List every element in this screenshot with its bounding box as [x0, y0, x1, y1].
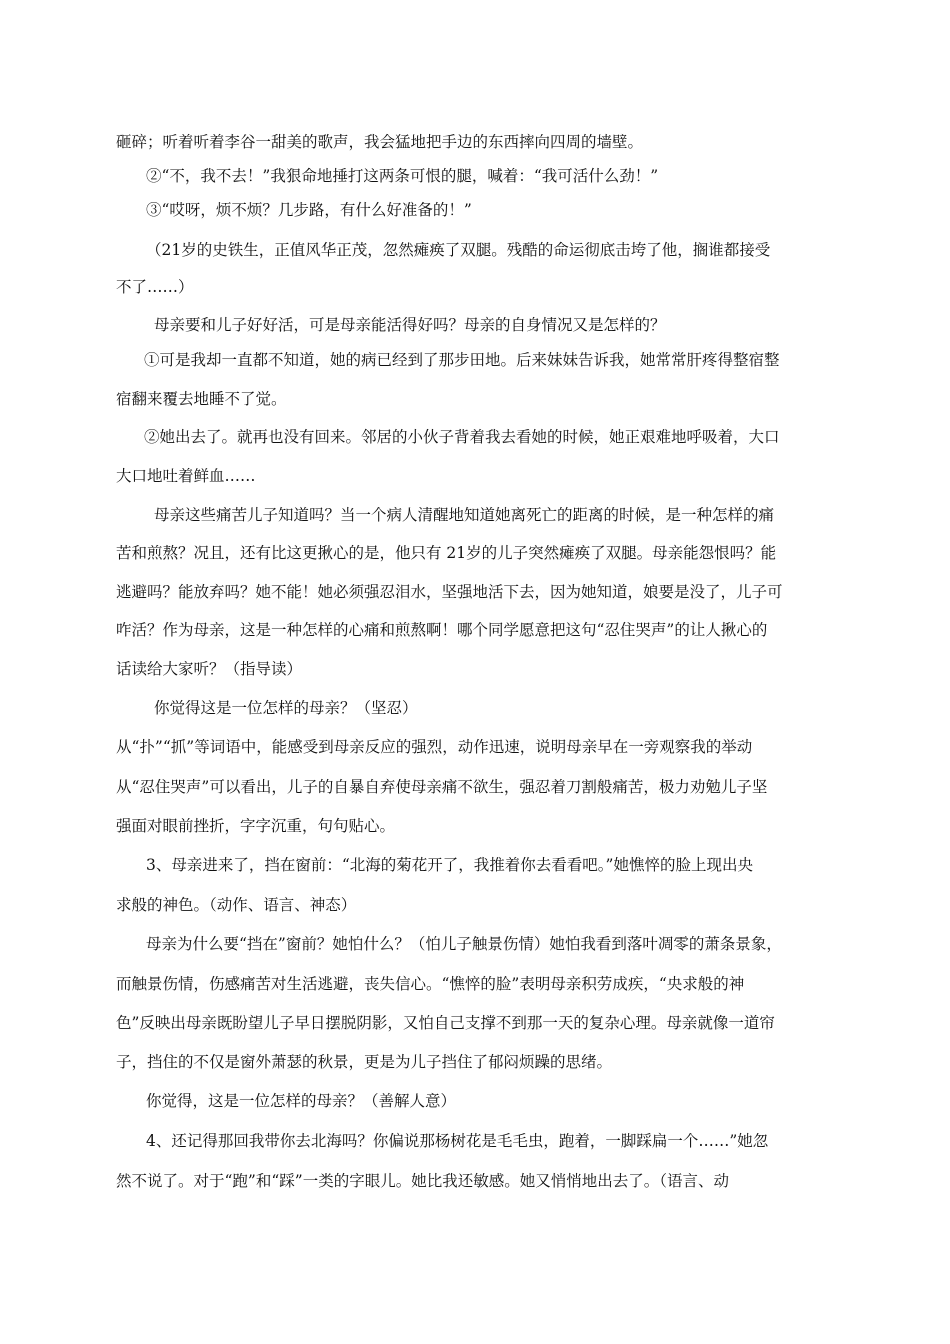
text-line: 从“扑”“抓”等词语中，能感受到母亲反应的强烈，动作迅速，说明母亲早在一旁观察我的举动 [116, 738, 753, 756]
text-line: 不了……） [116, 278, 194, 296]
text-line: 话读给大家听？（指导读） [116, 660, 303, 678]
text-line: 苦和煎熬？况且，还有比这更揪心的是，他只有 21岁的儿子突然瘫痪了双腿。母亲能怨恨吗？能 [116, 544, 777, 562]
text-line: 母亲为什么要“挡在”窗前？她怕什么？（怕儿子触景伤情）她怕我看到落叶凋零的萧条景象， [146, 935, 782, 953]
text-line: 色”反映出母亲既盼望儿子早日摆脱阴影，又怕自己支撑不到那一天的复杂心理。母亲就像一道帘 [116, 1014, 775, 1032]
text-line: 逃避吗？能放弃吗？她不能！她必须强忍泪水，坚强地活下去，因为她知道，娘要是没了，儿子可 [116, 583, 783, 601]
text-line: 宿翻来覆去地睡不了觉。 [116, 390, 287, 408]
text-line: ②她出去了。就再也没有回来。邻居的小伙子背着我去看她的时候，她正艰难地呼吸着，大口 [144, 428, 780, 446]
text-line: （21岁的史铁生，正值风华正茂，忽然瘫痪了双腿。残酷的命运彻底击垮了他，搁谁都接受 [146, 241, 771, 259]
text-line: ①可是我却一直都不知道，她的病已经到了那步田地。后来妹妹告诉我，她常常肝疼得整宿整 [144, 351, 780, 369]
text-line: ③“哎呀，烦不烦？几步路，有什么好准备的！” [146, 201, 472, 219]
text-line: 咋活？作为母亲，这是一种怎样的心痛和煎熬啊！哪个同学愿意把这句“忍住哭声”的让人揪心的 [116, 621, 768, 639]
text-line: 大口地吐着鲜血…… [116, 467, 256, 485]
text-line: 而触景伤情，伤感痛苦对生活逃避，丧失信心。“憔悴的脸”表明母亲积劳成疾，“央求般的神 [116, 975, 745, 993]
text-line: 子，挡住的不仅是窗外萧瑟的秋景，更是为儿子挡住了郁闷烦躁的思绪。 [116, 1053, 613, 1071]
text-line: 你觉得这是一位怎样的母亲？（坚忍） [154, 699, 418, 717]
text-line: 3、母亲进来了，挡在窗前：“北海的菊花开了，我推着你去看看吧。”她憔悴的脸上现出央 [146, 856, 753, 874]
text-line: 然不说了。对于“跑”和“踩”一类的字眼儿。她比我还敏感。她又悄悄地出去了。（语言、动 [116, 1172, 729, 1190]
text-line: ②“不，我不去！”我狠命地捶打这两条可恨的腿，喊着：“我可活什么劲！” [146, 167, 659, 185]
text-line: 砸碎；听着听着李谷一甜美的歌声，我会猛地把手边的东西摔向四周的墙壁。 [116, 133, 644, 151]
text-line: 母亲要和儿子好好活，可是母亲能活得好吗？母亲的自身情况又是怎样的？ [154, 316, 666, 334]
text-line: 求般的神色。（动作、语言、神态） [116, 896, 357, 914]
text-line: 4、还记得那回我带你去北海吗？你偏说那杨树花是毛毛虫，跑着，一脚踩扁一个……”她忽 [146, 1132, 769, 1150]
text-line: 从“忍住哭声”可以看出，儿子的自暴自弃使母亲痛不欲生，强忍着刀割般痛苦，极力劝勉儿子坚 [116, 778, 768, 796]
text-line: 强面对眼前挫折，字字沉重，句句贴心。 [116, 817, 396, 835]
text-line: 母亲这些痛苦儿子知道吗？当一个病人清醒地知道她离死亡的距离的时候，是一种怎样的痛 [154, 506, 775, 524]
text-line: 你觉得，这是一位怎样的母亲？（善解人意） [146, 1092, 457, 1110]
